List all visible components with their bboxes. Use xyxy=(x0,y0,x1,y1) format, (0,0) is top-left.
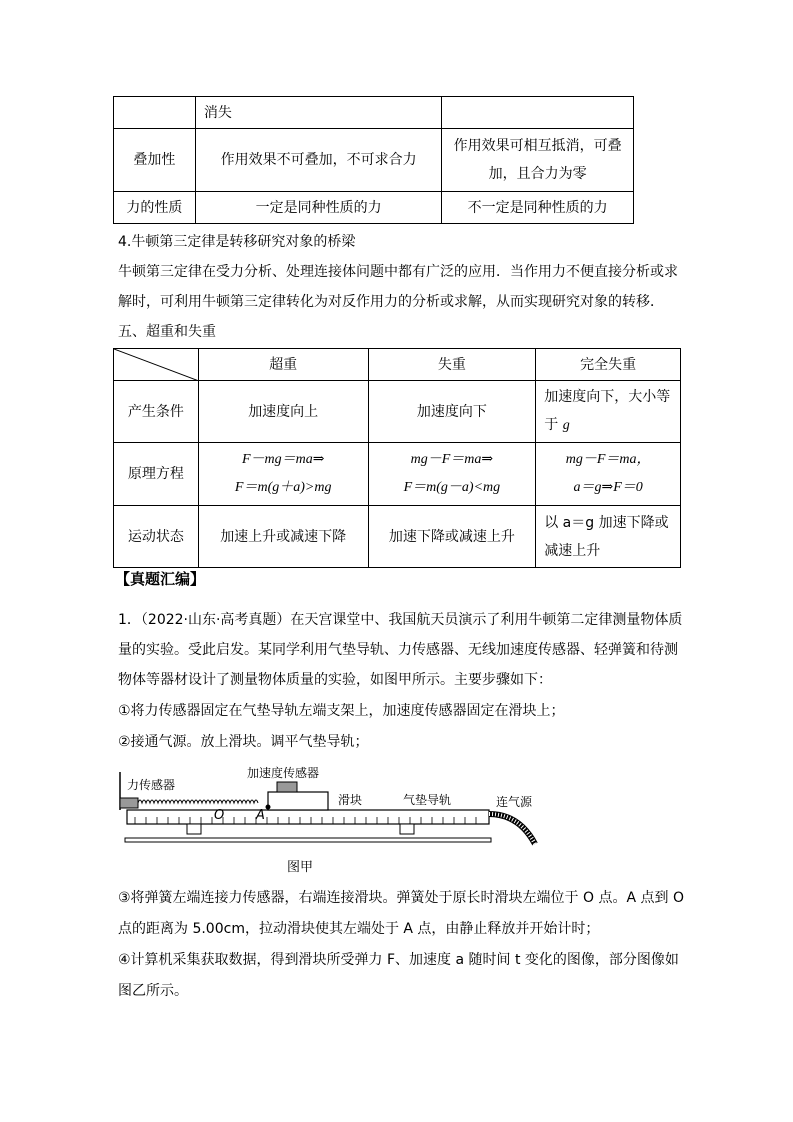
label-A: A xyxy=(256,808,265,823)
support-left xyxy=(187,824,201,834)
apparatus-figure xyxy=(115,762,555,880)
section-heading: 【真题汇编】 xyxy=(115,570,206,588)
variable-g: g xyxy=(562,418,570,433)
diagonal-line xyxy=(114,349,199,381)
support-right xyxy=(400,824,414,834)
cell-line xyxy=(544,411,676,440)
table-cell: 不一定是同种性质的力 xyxy=(442,192,634,224)
label-air-track: 气垫导轨 xyxy=(403,793,452,807)
equation-line: F＝m(g－a)<mg xyxy=(403,480,501,495)
column-header: 完全失重 xyxy=(536,349,681,381)
row-label: 力的性质 xyxy=(114,192,196,224)
section-heading: 4.牛顿第三定律是转移研究对象的桥梁 xyxy=(118,234,356,250)
label-O: O xyxy=(214,808,225,823)
problem-line: 1．（2022·山东·高考真题）在天宫课堂中、我国航天员演示了利用牛顿第二定律测量物体质 xyxy=(118,612,683,628)
table-cell: 加速上升或减速下降 xyxy=(198,506,368,568)
label-accel-sensor: 加速度传感器 xyxy=(247,766,320,780)
table-cell xyxy=(368,443,536,506)
step-line: ②接通气源。放上滑块。调平气垫导轨； xyxy=(118,734,369,750)
row-label: 叠加性 xyxy=(114,129,196,192)
accel-sensor xyxy=(277,782,297,792)
diagonal-header-cell xyxy=(114,349,199,381)
overweight-table xyxy=(113,348,681,568)
label-slider: 滑块 xyxy=(338,793,363,807)
paragraph-line: 牛顿第三定律在受力分析、处理连接体问题中都有广泛的应用．当作用力不便直接分析或求 xyxy=(118,264,678,280)
cell-line: 加速度向下，大小等 xyxy=(544,389,671,405)
equation-line: F－mg＝ma⇒ xyxy=(241,452,325,467)
row-label: 原理方程 xyxy=(114,443,199,506)
paragraph-line: 解时，可利用牛顿第三定律转化为对反作用力的分析或求解，从而实现研究对象的转移． xyxy=(118,294,664,310)
point-a-dot xyxy=(266,805,271,810)
label-force-sensor: 力传感器 xyxy=(127,778,176,792)
table-cell: 消失 xyxy=(195,97,442,129)
equation-line: F＝m(g＋a)>mg xyxy=(234,480,332,495)
table-cell: 加速度向下 xyxy=(368,381,536,443)
cell-line: 减速上升 xyxy=(544,542,601,559)
cell-text: 于 xyxy=(544,417,563,433)
figure-caption: 图甲 xyxy=(287,860,314,875)
step-line: ④计算机采集获取数据，得到滑块所受弹力 F、加速度 a 随时间 t 变化的图像，部分图像如 xyxy=(118,952,679,968)
table-cell xyxy=(536,381,681,443)
slider-block xyxy=(268,792,328,810)
step-line: 图乙所示。 xyxy=(118,983,188,999)
cell-line: 加，且合力为零 xyxy=(488,166,587,182)
table-cell xyxy=(198,443,368,506)
problem-line: 量的实验。受此启发。某同学利用气垫导轨、力传感器、无线加速度传感器、轻弹簧和待测 xyxy=(118,642,678,658)
cell-line: 作用效果可相互抵消，可叠 xyxy=(453,138,622,154)
table-cell xyxy=(114,97,196,129)
table-cell: 作用效果不可叠加，不可求合力 xyxy=(195,129,442,192)
table-cell: 一定是同种性质的力 xyxy=(195,192,442,224)
step-line: ③将弹簧左端连接力传感器，右端连接滑块。弹簧处于原长时滑块左端位于 O 点。A 点到 O xyxy=(118,890,684,906)
equation-line: mg－F＝ma⇒ xyxy=(410,452,494,467)
spring xyxy=(138,800,258,803)
label-air-source: 连气源 xyxy=(496,795,533,809)
table-cell xyxy=(442,129,634,192)
table-cell xyxy=(536,443,681,506)
step-line: ①将力传感器固定在气垫导轨左端支架上，加速度传感器固定在滑块上； xyxy=(118,703,565,719)
problem-line: 物体等器材设计了测量物体质量的实验，如图甲所示。主要步骤如下： xyxy=(118,672,552,688)
air-hose xyxy=(489,814,535,844)
equation-line: mg－F＝ma， xyxy=(565,452,651,467)
row-label: 产生条件 xyxy=(114,381,199,443)
column-header: 失重 xyxy=(368,349,536,381)
table-cell: 加速度向上 xyxy=(198,381,368,443)
table-cell: 加速下降或减速上升 xyxy=(368,506,536,568)
equation-line: a＝g⇒F＝0 xyxy=(573,480,643,495)
base-plate xyxy=(125,838,491,842)
cell-line: 以 a＝g 加速下降或 xyxy=(544,514,669,531)
section-heading: 五、超重和失重 xyxy=(118,324,216,340)
row-label: 运动状态 xyxy=(114,506,199,568)
air-track xyxy=(127,810,489,824)
table-cell xyxy=(442,97,634,129)
comparison-table xyxy=(113,96,634,224)
table-cell xyxy=(536,506,681,568)
force-sensor xyxy=(120,798,138,808)
column-header: 超重 xyxy=(198,349,368,381)
step-line: 点的距离为 5.00cm，拉动滑块使其左端处于 A 点，由静止释放并开始计时； xyxy=(118,921,600,937)
